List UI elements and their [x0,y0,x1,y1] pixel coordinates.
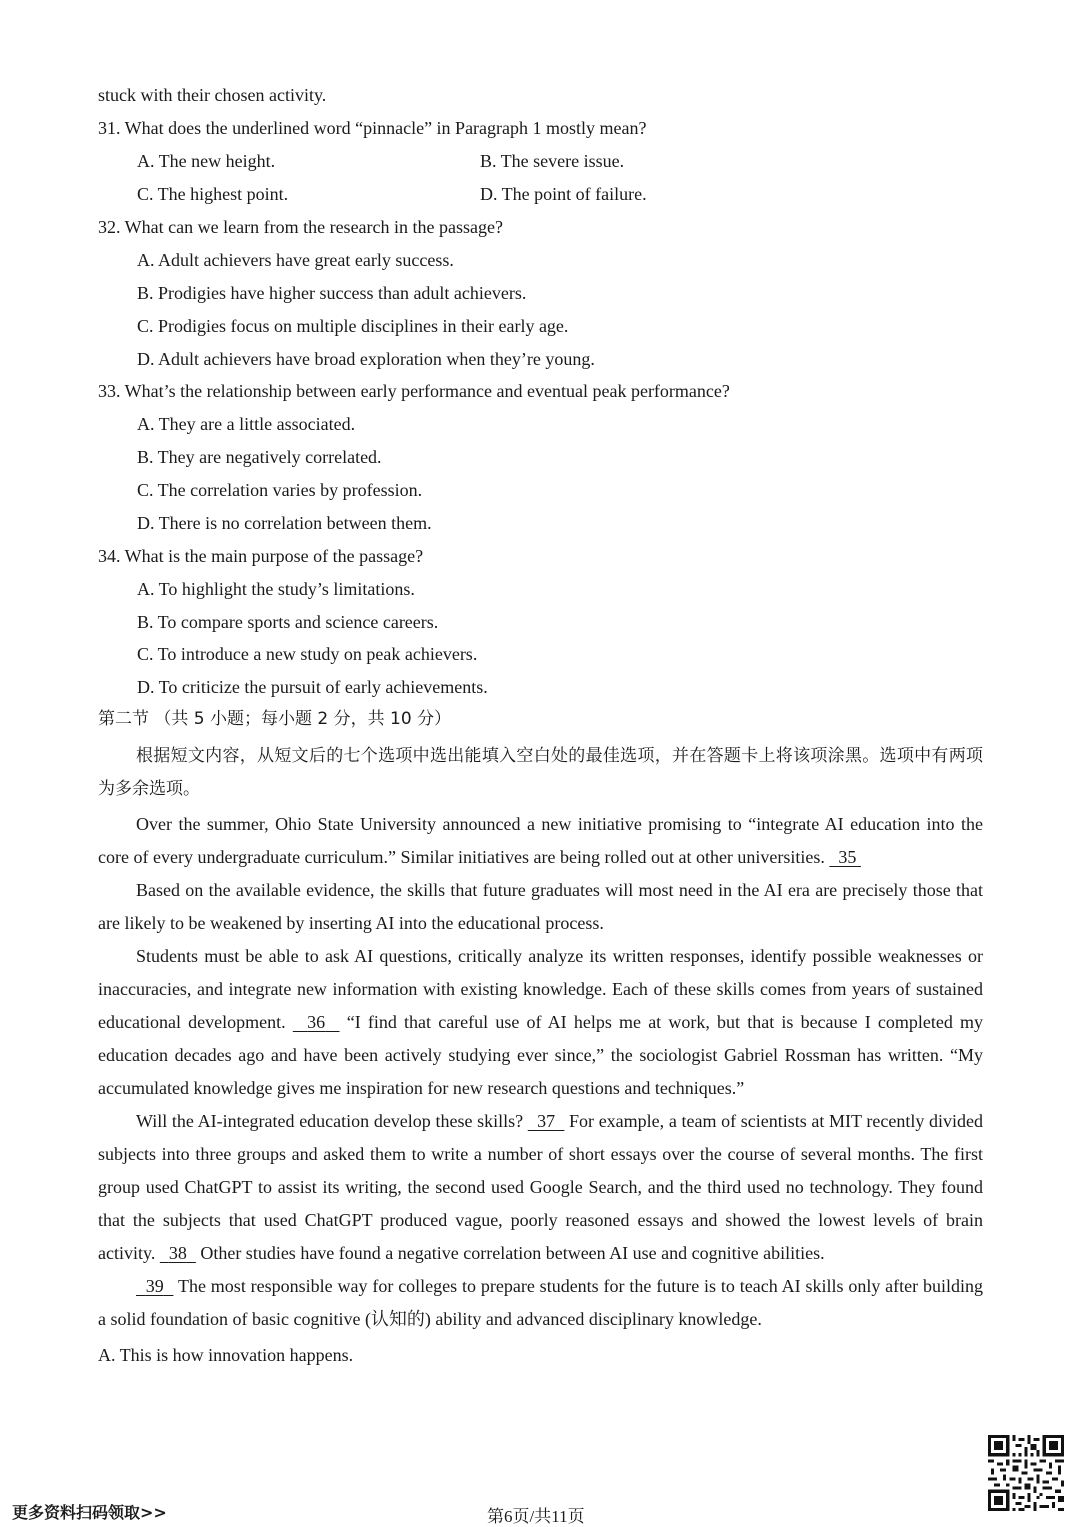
passage-paragraph-3 [98,940,983,1105]
passage-paragraph-5 [98,1270,983,1336]
question-33-option-d: D. There is no correlation between them. [137,513,432,533]
question-34-option-b: B. To compare sports and science careers. [137,612,439,632]
question-33-option-b: B. They are negatively correlated. [137,447,382,467]
passage-paragraph-2: Based on the available evidence, the skills that future graduates will most need in the AI era are precisely those that are likely to be weakened by inserting AI into the educational process. [98,880,983,933]
intro-tail: stuck with their chosen activity. [98,85,327,105]
passage-paragraph-4-text-b: For example, a team of scientists at MIT recently divided subjects into three groups and asked them to write a number of short essays over the course of several months. The first group used ChatGPT to assist its writing, the second used Google Search, and the third used no technology. They found that the subjects that used ChatGPT produced vague, poorly reasoned essays and showed the lowest levels of brain activity. [98,1111,983,1263]
question-34-option-d: D. To criticize the pursuit of early achievements. [137,677,488,697]
blank-39 [136,1276,173,1296]
question-32-option-b: B. Prodigies have higher success than adult achievers. [137,283,527,303]
passage-paragraph-4 [98,1105,983,1270]
passage-paragraph-4-text-c: Other studies have found a negative correlation between AI use and cognitive abilities. [200,1243,825,1263]
question-31-stem: 31. What does the underlined word “pinnacle” in Paragraph 1 mostly mean? [98,118,647,138]
question-32-option-d: D. Adult achievers have broad exploration when they’re young. [137,349,595,369]
question-32-option-a: A. Adult achievers have great early success. [137,250,454,270]
section-2-instructions: 根据短文内容，从短文后的七个选项中选出能填入空白处的最佳选项，并在答题卡上将该项涂黑。选项中有两项为多余选项。 [98,746,983,799]
blank-38-number: 38 [168,1243,187,1263]
passage-paragraph-3-text-b: “I find that careful use of AI helps me at work, but that is because I completed my education decades ago and have been actively studying ever since,” the sociologist Gabriel Rossman has written. “My accumulated knowledge gives me inspiration for new research questions and techniques.” [98,1012,984,1098]
blank-37 [528,1111,565,1131]
question-33-stem: 33. What’s the relationship between early performance and eventual peak performance? [98,381,730,401]
question-31-option-b: B. The severe issue. [480,151,625,171]
question-33-option-c: C. The correlation varies by profession. [137,480,423,500]
footer-promo-text: 更多资料扫码领取>> [12,1503,167,1522]
question-31-option-d: D. The point of failure. [480,184,647,204]
blank-36-number: 36 [307,1012,326,1032]
choice-a: A. This is how innovation happens. [98,1345,354,1365]
blank-39-number: 39 [145,1276,164,1296]
blank-38 [160,1243,196,1263]
passage-paragraph-4-text-a: Will the AI-integrated education develop these skills? [136,1111,524,1131]
question-32-option-c: C. Prodigies focus on multiple disciplines in their early age. [137,316,569,336]
passage-paragraph-3-text-a: Students must be able to ask AI questions, critically analyze its written responses, identify possible weaknesses or inaccuracies, and integrate new information with existing knowledge. Each of these skills comes from years of sustained educational development. [98,946,983,1032]
passage-paragraph-1 [98,808,983,874]
page-number: 第6页/共11页 [487,1507,585,1526]
question-32-stem: 32. What can we learn from the research in the passage? [98,217,503,237]
question-34-stem: 34. What is the main purpose of the passage? [98,546,424,566]
passage-paragraph-1-text: Over the summer, Ohio State University announced a new initiative promising to “integrate AI education into the core of every undergraduate curriculum.” Similar initiatives are being rolled out at other universities. [98,814,983,867]
section-2-heading: 第二节 （共 5 小题；每小题 2 分，共 10 分） [98,709,452,729]
blank-36 [293,1012,340,1032]
question-34-option-a: A. To highlight the study’s limitations. [137,579,415,599]
blank-35-number: 35 [838,847,857,867]
question-31-option-c: C. The highest point. [137,184,289,204]
question-34-option-c: C. To introduce a new study on peak achievers. [137,644,478,664]
blank-35 [829,847,861,867]
passage-paragraph-5-text: The most responsible way for colleges to prepare students for the future is to teach AI skills only after building a solid foundation of basic cognitive (认知的) ability and advanced disciplinary knowledge. [98,1276,983,1329]
question-33-option-a: A. They are a little associated. [137,414,356,434]
question-31-option-a: A. The new height. [137,151,276,171]
blank-37-number: 37 [537,1111,556,1131]
section-2-body [98,740,983,1372]
qr-code-icon[interactable] [988,1435,1064,1511]
